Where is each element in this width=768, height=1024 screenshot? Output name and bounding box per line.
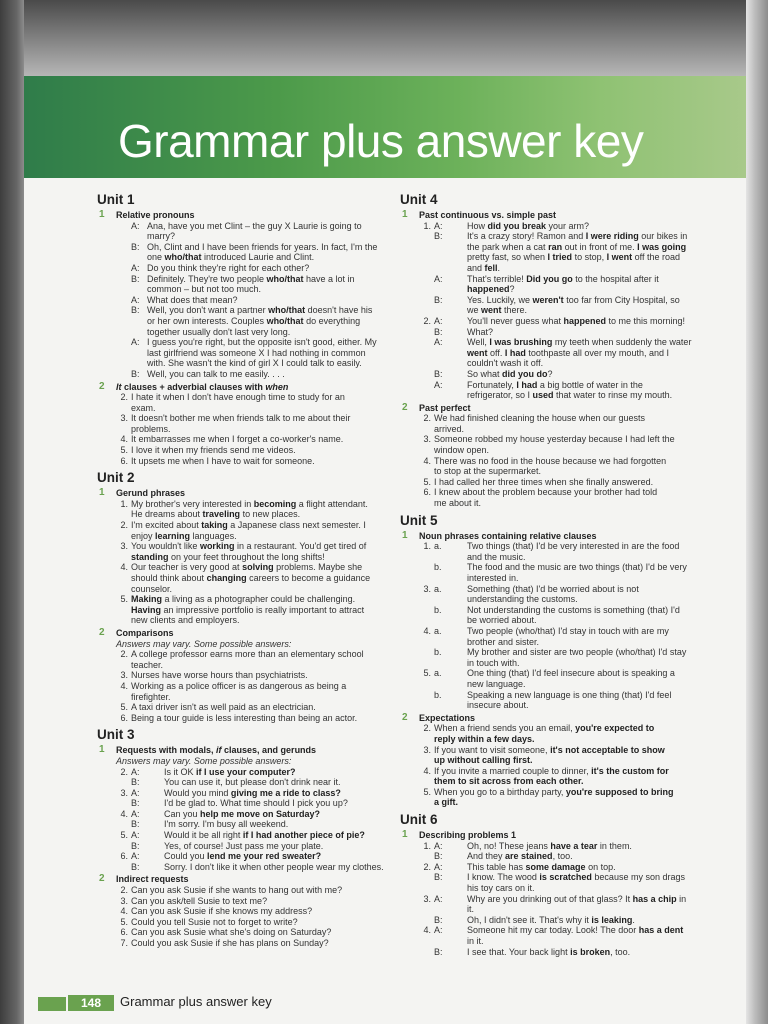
- answer-line: enjoy learning languages.: [131, 530, 237, 541]
- answer-line: A: Fortunately, I had a big bottle of water in the: [434, 379, 643, 390]
- unit-5-section-1-title: 1 Noun phrases containing relative clauses: [402, 529, 597, 541]
- answer-line: 3. Nurses have worse hours than psychiatrists.: [120, 670, 308, 681]
- answer-line: in it.: [467, 936, 484, 946]
- answer-line: 3. If you want to visit someone, it's not acceptable to show: [423, 744, 665, 755]
- footer-title: Grammar plus answer key: [120, 994, 272, 1009]
- page-footer: [38, 993, 738, 1013]
- answer-line: A: Do you think they're right for each other?: [131, 262, 310, 273]
- unit-2-section-1-title: 1 Gerund phrases: [99, 487, 186, 499]
- answer-line: we went there.: [467, 305, 528, 316]
- unit-6-heading: Unit 6: [400, 812, 438, 828]
- answer-line: 4. A: Someone hit my car today. Look! The door has a dent: [423, 925, 684, 936]
- answer-line: B: I know. The wood is scratched because my son drags: [434, 872, 685, 883]
- answer-line: 2. A college professor earns more than an elementary school: [120, 649, 364, 660]
- answer-line: 2. A: You'll never guess what happened to me this morning!: [423, 315, 685, 326]
- answer-line: 5. Could you tell Susie not to forget to write?: [120, 916, 298, 927]
- answer-line: firefighter.: [131, 691, 171, 702]
- answer-line: 3. Can you ask/tell Susie to text me?: [120, 895, 268, 906]
- answer-line: teacher.: [131, 659, 164, 670]
- answer-line: 5. A: Would it be all right if I had another piece of pie?: [120, 830, 365, 841]
- answer-line: 1. A: Oh, no! These jeans have a tear in them.: [423, 840, 632, 851]
- answer-line: refrigerator, so I used that water to rinse my mouth.: [467, 390, 673, 401]
- answer-line: B: Oh, I didn't see it. That's why it is leaking.: [434, 914, 635, 925]
- unit-2-section-2-title: 2 Comparisons: [99, 626, 174, 638]
- answer-line: 6. A: Could you lend me your red sweater?: [120, 851, 322, 862]
- page-title: Grammar plus answer key: [118, 115, 644, 167]
- answer-line: reply within a few days.: [434, 733, 535, 744]
- answer-line: last girlfriend was someone X I had nothing in common: [147, 347, 366, 358]
- answer-line: a gift.: [434, 797, 458, 808]
- answer-line: B: Well, you can talk to me easily. . . .: [131, 368, 285, 379]
- answer-line: up without calling first.: [434, 755, 533, 766]
- answer-line: B: Yes. Luckily, we weren't too far from City Hospital, so: [434, 294, 680, 305]
- answer-line: with. She wasn't the kind of girl X I could talk to easily.: [147, 358, 362, 369]
- answer-line: B: What?: [434, 326, 494, 337]
- title-banner: [24, 76, 746, 178]
- answer-line: or her own interests. Couples who/that do everything: [147, 315, 361, 326]
- answer-line: be worried about.: [467, 615, 537, 626]
- answer-line: B: Well, you don't want a partner who/that doesn't have his: [131, 305, 373, 316]
- answer-line: 2. We had finished cleaning the house when our guests: [423, 413, 645, 424]
- answer-line: 4. If you invite a married couple to dinner, it's the custom for: [423, 765, 669, 776]
- unit-4-section-2-title: 2 Past perfect: [402, 401, 471, 413]
- answer-line: counselor.: [131, 583, 173, 594]
- answer-line: couldn't wash it off.: [467, 358, 544, 369]
- right-column: [400, 188, 730, 957]
- answer-line: 6. Being a tour guide is less interesting than being an actor.: [120, 712, 358, 723]
- answer-line: and the music.: [467, 551, 526, 562]
- answer-line: went off. I had toothpaste all over my mouth, and I: [467, 347, 669, 358]
- answer-line: 2. Can you ask Susie if she wants to hang out with me?: [120, 885, 343, 896]
- answer-line: interested in.: [467, 573, 519, 583]
- answer-line: 3. It doesn't bother me when friends talk to me about their: [120, 413, 351, 424]
- answer-line: 4. a. Two people (who/that) I'd stay in touch with are my: [423, 625, 669, 636]
- answer-line: B: Oh, Clint and I have been friends for years. In fact, I'm the: [131, 241, 378, 252]
- answer-line: 6. I knew about the problem because your brother had told: [423, 487, 658, 498]
- answer-line: his toy cars on it.: [467, 883, 535, 894]
- answer-line: 1. A: How did you break your arm?: [423, 220, 590, 231]
- scan-background-left: [0, 0, 24, 1024]
- answer-line: one who/that introduced Laurie and Clint.: [147, 252, 315, 263]
- answer-line: 2. I hate it when I don't have enough time to study for an: [120, 392, 345, 403]
- answer-line: b. My brother and sister are two people (who/that) I'd stay: [434, 647, 687, 658]
- answer-line: standing on your feet throughout the long shifts!: [131, 551, 325, 562]
- answer-line: B: Definitely. They're two people who/that have a lot in: [131, 273, 355, 284]
- answer-line: arrived.: [434, 423, 465, 434]
- answer-line: in touch with.: [467, 657, 520, 668]
- answer-line: them to sit across from each other.: [434, 776, 584, 787]
- answer-line: B: Sorry. I don't like it when other people wear my clothes.: [131, 861, 384, 872]
- answer-line: 1. My brother's very interested in becoming a flight attendant.: [120, 498, 368, 509]
- answer-line: 5. I had called her three times when she finally answered.: [423, 476, 654, 487]
- answer-line: 2. I'm excited about taking a Japanese class next semester. I: [120, 520, 366, 531]
- answer-line: A: What does that mean?: [131, 294, 238, 305]
- answer-line: 5. a. One thing (that) I'd feel insecure about is speaking a: [423, 668, 675, 679]
- answer-line: 7. Could you ask Susie if she has plans on Sunday?: [120, 938, 329, 948]
- answer-line: brother and sister.: [467, 636, 540, 647]
- answer-line: pretty fast, so when I tried to stop, I went off the road: [467, 252, 680, 263]
- answer-line: 6. Can you ask Susie what she's doing on Saturday?: [120, 927, 332, 938]
- answer-line: 2. A: Is it OK if I use your computer?: [120, 766, 296, 777]
- unit-6-section-1-title: 1 Describing problems 1: [402, 829, 517, 841]
- answer-line: insecure about.: [467, 700, 529, 711]
- answer-line: 3. A: Why are you drinking out of that glass? It has a chip in: [423, 893, 687, 904]
- answer-line: 5. A taxi driver isn't as well paid as an electrician.: [120, 702, 316, 713]
- answer-line: b. The food and the music are two things (that) I'd be very: [434, 562, 687, 573]
- answer-line: 4. There was no food in the house because we had forgotten: [423, 455, 667, 466]
- book-page: [24, 76, 746, 1024]
- answer-line: 3. Someone robbed my house yesterday because I had left the: [423, 434, 675, 445]
- answer-line: understanding the customs.: [467, 594, 578, 605]
- answer-line: B: And they are stained, too.: [434, 851, 573, 862]
- answers-note: Answers may vary. Some possible answers:: [116, 755, 292, 766]
- unit-4-heading: Unit 4: [400, 192, 438, 207]
- answer-line: B: It's a crazy story! Ramon and I were riding our bikes in: [434, 231, 688, 242]
- unit-4-section-1-title: 1 Past continuous vs. simple past: [402, 209, 557, 220]
- answer-line: 2. A: This table has some damage on top.: [423, 861, 616, 872]
- answers-note: Answers may vary. Some possible answers:: [116, 638, 292, 649]
- unit-1-section-1-title: 1 Relative pronouns: [99, 209, 195, 220]
- answer-line: window open.: [434, 445, 490, 456]
- unit-3-heading: Unit 3: [97, 727, 135, 743]
- answer-line: b. Speaking a new language is one thing (that) I'd feel: [434, 689, 672, 700]
- answer-line: B: I'm sorry. I'm busy all weekend.: [131, 819, 289, 830]
- answer-line: B: Yes, of course! Just pass me your plate.: [131, 840, 324, 851]
- answer-line: exam.: [131, 402, 156, 413]
- answer-line: B: So what did you do?: [434, 368, 553, 379]
- answer-line: 4. Our teacher is very good at solving problems. Maybe she: [120, 562, 363, 573]
- answer-line: 4. A: Can you help me move on Saturday?: [120, 808, 321, 819]
- footer-accent-bar: [38, 997, 66, 1011]
- answer-line: A: That's terrible! Did you go to the hospital after it: [434, 273, 659, 284]
- answer-line: B: I'd be glad to. What time should I pick you up?: [131, 798, 348, 809]
- unit-2-heading: Unit 2: [97, 470, 135, 486]
- unit-1-heading: Unit 1: [97, 192, 135, 207]
- answer-line: He dreams about traveling to new places.: [131, 509, 301, 520]
- answer-line: 4. Can you ask Susie if she knows my address?: [120, 906, 313, 917]
- answer-line: 5. Making a living as a photographer could be challenging.: [120, 594, 356, 605]
- answer-line: 3. You wouldn't like working in a restaurant. You'd get tired of: [120, 541, 367, 552]
- unit-5-section-2-title: 2 Expectations: [402, 711, 476, 723]
- answer-line: new clients and employers.: [131, 615, 240, 626]
- answer-line: B: You can use it, but please don't drink near it.: [131, 777, 341, 788]
- answer-line: 3. a. Something (that) I'd be worried about is not: [423, 583, 639, 594]
- answer-line: the park when a cat ran out in front of me. I was going: [467, 241, 687, 252]
- answer-line: should think about changing careers to become a guidance: [131, 573, 371, 583]
- answer-line: A: Well, I was brushing my teeth when suddenly the water: [434, 337, 692, 348]
- answer-line: 3. A: Would you mind giving me a ride to class?: [120, 787, 341, 798]
- unit-5-heading: Unit 5: [400, 512, 438, 528]
- answer-line: common – but not too much.: [147, 284, 262, 295]
- answer-line: new language.: [467, 678, 526, 689]
- left-column: [97, 188, 417, 949]
- answer-line: 5. When you go to a birthday party, you're supposed to bring: [423, 786, 674, 797]
- answer-line: b. Not understanding the customs is something (that) I'd: [434, 604, 680, 615]
- answer-line: A: I guess you're right, but the opposite isn't good, either. My: [131, 337, 377, 348]
- unit-1-section-2-title: 2 It clauses + adverbial clauses with when: [99, 380, 289, 392]
- unit-3-section-1-title: 1 Requests with modals, if clauses, and gerunds: [99, 744, 317, 756]
- answer-line: happened?: [467, 284, 515, 295]
- answer-line: and fell.: [467, 262, 501, 273]
- answer-line: Having an impressive portfolio is really important to attract: [131, 604, 365, 615]
- answer-line: to stop at the supermarket.: [434, 466, 542, 477]
- answer-line: me about it.: [434, 498, 482, 509]
- answer-line: it.: [467, 904, 475, 915]
- page-number: 148: [68, 995, 114, 1011]
- answer-line: marry?: [147, 231, 176, 242]
- answer-line: 2. When a friend sends you an email, you're expected to: [423, 723, 655, 734]
- unit-3-section-2-title: 2 Indirect requests: [99, 873, 189, 885]
- answer-line: 4. It embarrasses me when I forget a co-worker's name.: [120, 434, 344, 445]
- scan-background-top: [0, 0, 768, 78]
- answer-line: 1. a. Two things (that) I'd be very interested in are the food: [423, 541, 680, 552]
- scan-background-right: [746, 0, 768, 1024]
- answer-line: 4. Working as a police officer is as dangerous as being a: [120, 680, 347, 691]
- answer-line: A: Ana, have you met Clint – the guy X Laurie is going to: [131, 220, 362, 231]
- answer-line: B: I see that. Your back light is broken, too.: [434, 946, 631, 957]
- answer-line: 5. I love it when my friends send me videos.: [120, 445, 296, 456]
- answer-line: together usually don't last very long.: [147, 326, 291, 337]
- answer-line: problems.: [131, 423, 171, 434]
- answer-line: 6. It upsets me when I have to wait for someone.: [120, 455, 315, 466]
